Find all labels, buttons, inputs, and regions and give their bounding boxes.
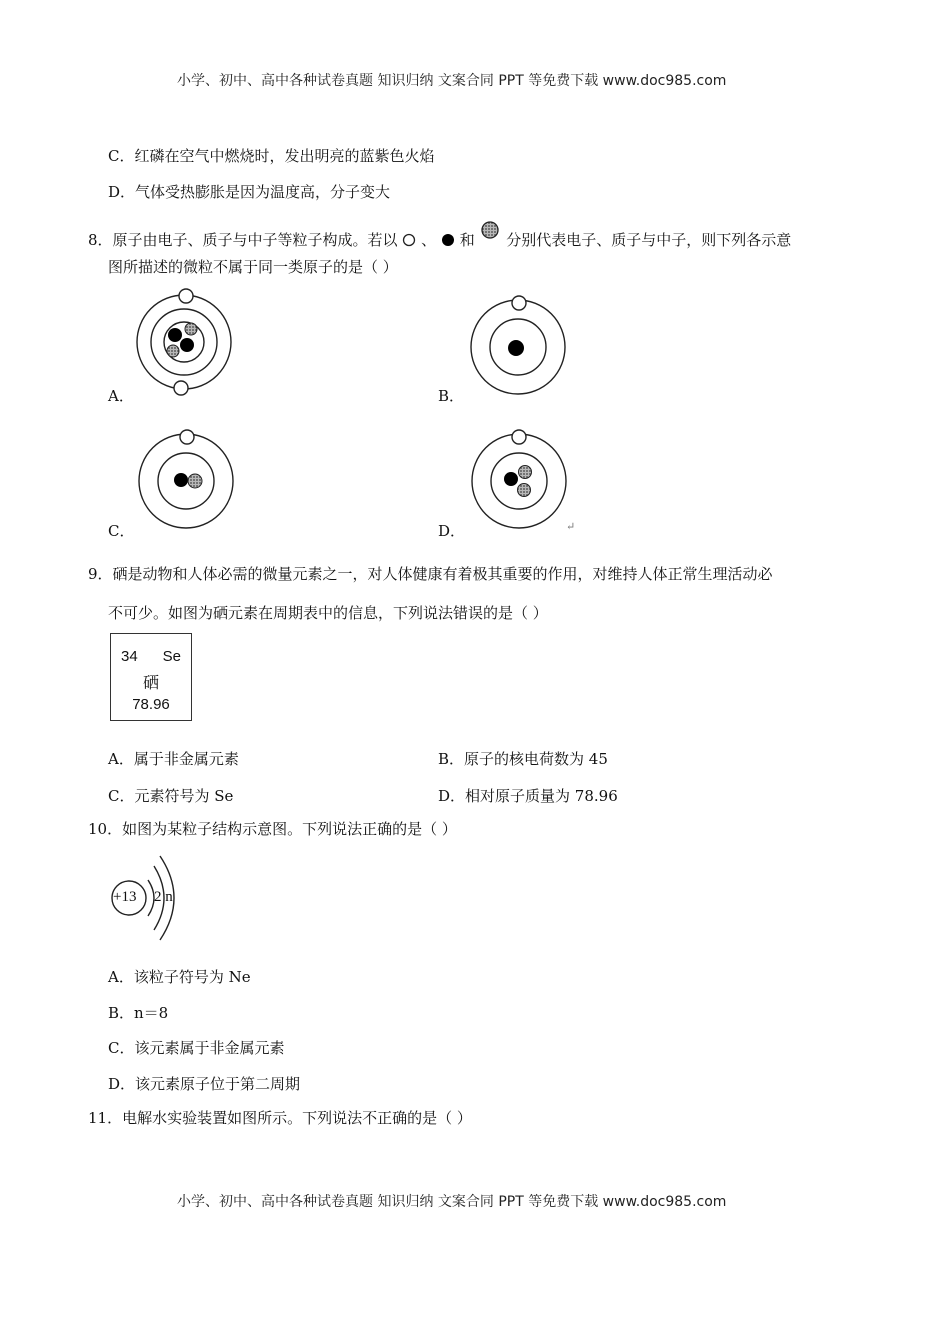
q8-stem-sep1: 、 xyxy=(421,231,437,249)
q9-option-d: D．相对原子质量为 78.96 xyxy=(438,787,618,805)
q8-stem-post: 分别代表电子、质子与中子，则下列各示意 xyxy=(506,231,792,249)
q11-stem: 11．电解水实验装置如图所示。下列说法不正确的是（ ） xyxy=(88,1109,472,1127)
q10-option-c: C．该元素属于非金属元素 xyxy=(108,1039,285,1057)
q8-option-c-label: C． xyxy=(108,522,135,540)
q9-option-b: B．原子的核电荷数为 45 xyxy=(438,750,608,768)
q10-stem: 10．如图为某粒子结构示意图。下列说法正确的是（ ） xyxy=(88,820,457,838)
q10-option-b: B．n＝8 xyxy=(108,1004,169,1022)
q7-option-c: C．红磷在空气中燃烧时，发出明亮的蓝紫色火焰 xyxy=(108,147,435,165)
element-name: 硒 xyxy=(142,673,159,692)
q9-option-c: C．元素符号为 Se xyxy=(108,787,234,805)
q8-option-a-label: A． xyxy=(108,387,134,405)
q9-stem-line2: 不可少。如图为硒元素在周期表中的信息，下列说法错误的是（ ） xyxy=(108,604,548,622)
return-mark: ↵ xyxy=(566,520,576,533)
atom-diagram-b xyxy=(468,292,568,397)
proton-symbol-icon xyxy=(441,233,455,247)
q9-stem-line1: 9．硒是动物和人体必需的微量元素之一，对人体健康有着极其重要的作用，对维持人体正常生理活动必 xyxy=(88,565,773,583)
atom-diagram-c xyxy=(136,428,236,533)
atom-diagram-d xyxy=(469,428,569,533)
element-atomic-mass: 78.96 xyxy=(132,696,170,713)
q7-option-d: D．气体受热膨胀是因为温度高，分子变大 xyxy=(108,183,391,201)
element-atomic-number: 34 xyxy=(121,648,138,665)
element-card-selenium xyxy=(110,633,192,721)
element-symbol: Se xyxy=(162,648,181,665)
electron-symbol-icon xyxy=(402,233,416,247)
q8-option-b-label: B． xyxy=(438,387,465,405)
page-header: 小学、初中、高中各种试卷真题 知识归纳 文案合同 PPT 等免费下载 www.doc985.com xyxy=(177,73,727,89)
q8-stem-sep2: 和 xyxy=(459,231,475,249)
nucleus-charge: +13 xyxy=(113,889,137,905)
shell-electron-label: 2 n xyxy=(154,889,173,905)
q8-stem-pre: 8．原子由电子、质子与中子等粒子构成。若以 xyxy=(88,231,398,249)
neutron-symbol-icon xyxy=(479,219,501,241)
atom-diagram-a xyxy=(135,287,235,397)
page-footer: 小学、初中、高中各种试卷真题 知识归纳 文案合同 PPT 等免费下载 www.doc985.com xyxy=(177,1194,727,1210)
q10-option-d: D．该元素原子位于第二周期 xyxy=(108,1075,301,1093)
q8-stem-line1 xyxy=(88,219,791,250)
q9-option-a: A．属于非金属元素 xyxy=(108,750,239,768)
q10-option-a: A．该粒子符号为 Ne xyxy=(108,968,251,986)
q8-option-d-label: D． xyxy=(438,522,466,540)
q8-stem-line2: 图所描述的微粒不属于同一类原子的是（ ） xyxy=(108,258,398,276)
